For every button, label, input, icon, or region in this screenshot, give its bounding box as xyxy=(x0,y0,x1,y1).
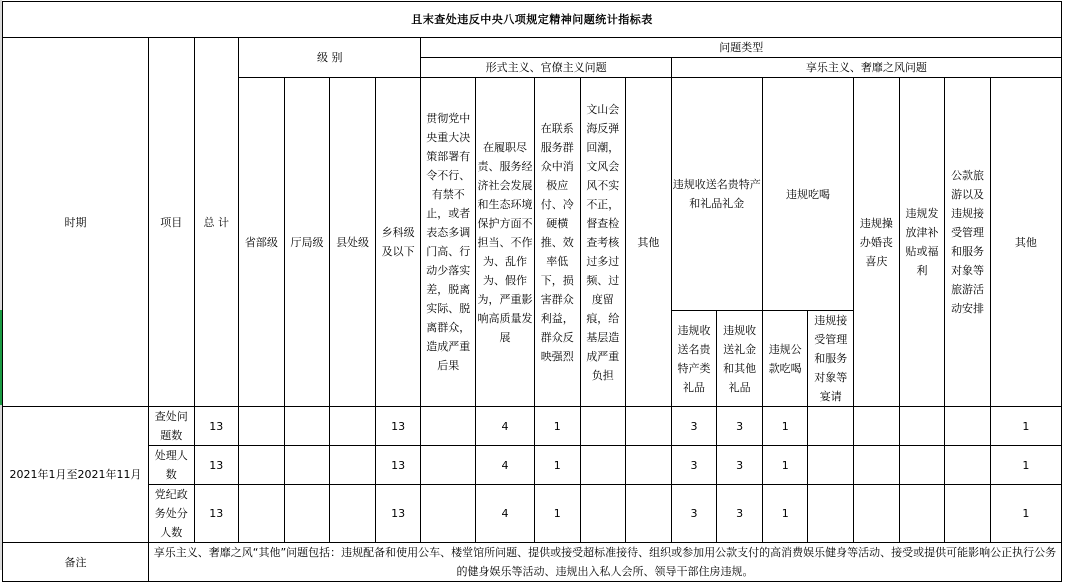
statistics-table xyxy=(2,1,1062,582)
cell: 13 xyxy=(194,446,239,485)
cell xyxy=(580,485,626,543)
table-row xyxy=(3,407,1062,446)
cell xyxy=(421,446,476,485)
header-formalism-other: 其他 xyxy=(626,78,672,407)
header-hedonism-allowances: 违规发放津补贴或福利 xyxy=(899,78,945,407)
cell: 1 xyxy=(990,446,1061,485)
cell: 13 xyxy=(194,485,239,543)
cell: 3 xyxy=(671,446,717,485)
cell xyxy=(945,485,991,543)
cell: 3 xyxy=(671,407,717,446)
header-total: 总 计 xyxy=(194,38,239,407)
cell: 1 xyxy=(534,407,580,446)
header-level-county: 县处级 xyxy=(330,78,376,407)
header-formalism-2: 在履职尽责、服务经济社会发展和生态环境保护方面不担当、不作为、乱作为、假作为，严重影响高质量发展 xyxy=(476,78,535,407)
cell xyxy=(284,446,330,485)
table-row xyxy=(3,446,1062,485)
cell: 1 xyxy=(762,446,808,485)
cell xyxy=(945,446,991,485)
table-row xyxy=(3,485,1062,543)
header-dining-banquet: 违规接受管理和服务对象等宴请 xyxy=(808,311,854,407)
period-cell: 2021年1月至2021年11月 xyxy=(3,407,149,543)
cell xyxy=(330,407,376,446)
header-hedonism-group: 享乐主义、奢靡之风问题 xyxy=(671,58,1061,78)
header-level-township: 乡科级及以下 xyxy=(375,78,421,407)
cell: 4 xyxy=(476,407,535,446)
cell xyxy=(330,485,376,543)
header-formalism-4: 文山会海反弹回潮，文风会风不实不正，督查检查考核过多过频、过度留痕，给基层造成严重负担 xyxy=(580,78,626,407)
cell xyxy=(421,407,476,446)
cell xyxy=(899,485,945,543)
remarks-text: 享乐主义、奢靡之风“其他”问题包括：违规配备和使用公车、楼堂馆所问题、提供或接受超标准接待、组织或参加用公款支付的高消费娱乐健身等活动、接受或提供可能影响公正执行公务的健身娱乐等活动、违规出入私人会所、领导干部住房违规。 xyxy=(148,543,1061,582)
cell xyxy=(421,485,476,543)
cell xyxy=(626,407,672,446)
header-hedonism-other: 其他 xyxy=(990,78,1061,407)
header-level-group: 级 别 xyxy=(239,38,421,78)
cell: 3 xyxy=(717,446,763,485)
cell xyxy=(899,407,945,446)
cell xyxy=(945,407,991,446)
cell xyxy=(899,446,945,485)
header-hedonism-tourism: 公款旅游以及违规接受管理和服务对象等旅游活动安排 xyxy=(945,78,991,407)
header-level-bureau: 厅局级 xyxy=(284,78,330,407)
cell: 4 xyxy=(476,446,535,485)
cell xyxy=(284,485,330,543)
cell xyxy=(808,407,854,446)
cell: 3 xyxy=(717,485,763,543)
cell: 1 xyxy=(534,485,580,543)
header-formalism-3: 在联系服务群众中消极应付、冷硬横推、效率低下，损害群众利益，群众反映强烈 xyxy=(534,78,580,407)
cell xyxy=(284,407,330,446)
header-gift-specialty: 违规收送名贵特产类礼品 xyxy=(671,311,717,407)
row-label: 处理人数 xyxy=(148,446,194,485)
cell xyxy=(854,446,900,485)
header-hedonism-weddings: 违规操办婚丧喜庆 xyxy=(854,78,900,407)
remarks-label: 备注 xyxy=(3,543,149,582)
cell xyxy=(808,485,854,543)
header-formalism-group: 形式主义、官僚主义问题 xyxy=(421,58,671,78)
cell: 1 xyxy=(990,407,1061,446)
header-formalism-1: 贯彻党中央重大决策部署有令不行、有禁不止，或者表态多调门高、行动少落实差，脱离实际、脱离群众，造成严重后果 xyxy=(421,78,476,407)
cell xyxy=(239,446,285,485)
cell: 1 xyxy=(990,485,1061,543)
cell: 3 xyxy=(671,485,717,543)
cell xyxy=(626,485,672,543)
cell: 13 xyxy=(375,446,421,485)
row-label: 党纪政务处分人数 xyxy=(148,485,194,543)
cell: 13 xyxy=(375,407,421,446)
header-period: 时期 xyxy=(3,38,149,407)
cell: 1 xyxy=(762,485,808,543)
cell: 13 xyxy=(194,407,239,446)
cell xyxy=(808,446,854,485)
row-label: 查处问题数 xyxy=(148,407,194,446)
cell: 1 xyxy=(534,446,580,485)
header-gift-group: 违规收送名贵特产和礼品礼金 xyxy=(671,78,762,311)
header-item: 项目 xyxy=(148,38,194,407)
cell: 4 xyxy=(476,485,535,543)
cell xyxy=(580,446,626,485)
cell xyxy=(626,446,672,485)
header-gift-cash: 违规收送礼金和其他礼品 xyxy=(717,311,763,407)
header-problem-type: 问题类型 xyxy=(421,38,1062,58)
cell xyxy=(239,485,285,543)
header-level-provincial: 省部级 xyxy=(239,78,285,407)
cell: 1 xyxy=(762,407,808,446)
cell: 13 xyxy=(375,485,421,543)
cell xyxy=(330,446,376,485)
cell xyxy=(854,407,900,446)
cell xyxy=(854,485,900,543)
cell xyxy=(239,407,285,446)
cell xyxy=(580,407,626,446)
header-dining-public: 违规公款吃喝 xyxy=(762,311,808,407)
header-dining-group: 违规吃喝 xyxy=(762,78,853,311)
cell: 3 xyxy=(717,407,763,446)
table-title: 且末查处违反中央八项规定精神问题统计指标表 xyxy=(3,2,1062,38)
